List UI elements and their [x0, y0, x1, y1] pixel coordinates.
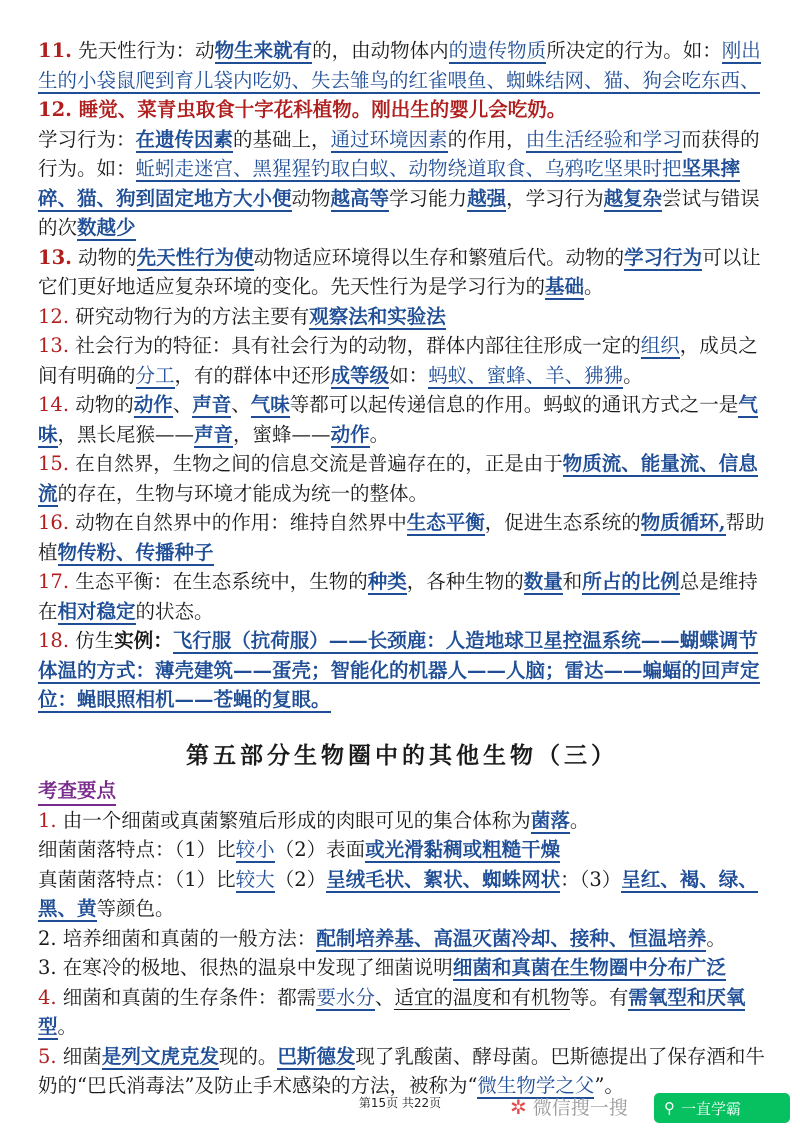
search-icon: ⚲ [664, 1099, 675, 1117]
bacteria-colony-features: 细菌菌落特点：（1）比较小（2）表面或光滑黏稠或粗糙干燥 [38, 838, 561, 861]
learning-behavior: 学习行为：在遗传因素的基础上，通过环境因素的作用，由生活经验和学习而获得的行为。如：蚯蚓走迷宫、黑猩猩钓取白蚁、动物绕道取食、乌鸦吃坚果时把坚果摔碎、猫、狗到固定地方大小便动物越高等学习能力越强，学习行为越复杂尝试与错误的次数越少 [38, 127, 760, 239]
section-12b: 12. 研究动物行为的方法主要有观察法和实验法 [38, 304, 446, 328]
section-16: 16. 动物在自然界中的作用：维持自然界中生态平衡，促进生态系统的物质循环,帮助植物传粉、传播种子 [38, 511, 765, 564]
point-5: 5. 细菌是列文虎克发现的。巴斯德发现了乳酸菌、酵母菌。巴斯德提出了保存酒和牛奶的“巴氏消毒法”及防止手术感染的方法，被称为“微生物学之父”。 [38, 1044, 765, 1097]
section-17: 17. 生态平衡：在生态系统中，生物的种类，各种生物的数量和所占的比例总是维持在相对稳定的状态。 [38, 570, 758, 623]
section-14: 14. 动物的动作、声音、气味等都可以起传递信息的作用。蚂蚁的通讯方式之一是气味，黑长尾猴——声音，蜜蜂——动作。 [38, 393, 758, 446]
page-number: 第15页 共22页 [358, 1096, 442, 1110]
account-search-button[interactable] [654, 1093, 790, 1123]
section-11: 11. 先天性行为：动物生来就有的，由动物体内的遗传物质所决定的行为。如：刚出生的小袋鼠爬到育儿袋内吃奶、失去雏鸟的红雀喂鱼、蜘蛛结网、猫、狗会吃东西、 [38, 39, 761, 92]
watermark-text: 微信搜一搜 [532, 1097, 628, 1119]
section-12-examples: 12. 睡觉、菜青虫取食十字花科植物。刚出生的婴儿会吃奶。 [38, 98, 567, 121]
wechat-search-watermark [510, 1093, 628, 1120]
point-2: 2. 培养细菌和真菌的一般方法：配制培养基、高温灭菌冷却、接种、恒温培养。 [38, 926, 726, 950]
fungi-colony-features: 真菌菌落特点：（1）比较大（2）呈绒毛状、絮状、蜘蛛网状：（3）呈红、褐、绿、黑、黄等颜色。 [38, 867, 758, 920]
account-name: 一直学霸 [681, 1099, 742, 1118]
section-13a: 13. 动物的先天性行为使动物适应环境得以生存和繁殖后代。动物的学习行为可以让它们更好地适应复杂环境的变化。先天性行为是学习行为的基础。 [38, 245, 761, 298]
document-page [38, 36, 766, 1101]
section-15: 15. 在自然界，生物之间的信息交流是普遍存在的，正是由于物质流、能量流、信息流的存在，生物与环境才能成为统一的整体。 [38, 452, 758, 505]
wechat-search-icon: ✲ [510, 1094, 527, 1119]
section-18: 18. 仿生实例：飞行服（抗荷服）——长颈鹿：人造地球卫星控温系统——蝴蝶调节体温的方式：薄壳建筑——蛋壳；智能化的机器人——人脑；雷达——蝙蝠的回声定位：蝇眼照相机——苍蝇的复眼。 [38, 629, 760, 711]
part-five-heading: 第五部分生物圈中的其他生物（三） [186, 741, 618, 769]
exam-points-subtitle: 考查要点 [38, 777, 116, 806]
section-13b: 13. 社会行为的特征：具有社会行为的动物，群体内部往往形成一定的组织，成员之间有明确的分工，有的群体中还形成等级如：蚂蚁、蜜蜂、羊、狒狒。 [38, 334, 758, 387]
point-3: 3. 在寒冷的极地、很热的温泉中发现了细菌说明细菌和真菌在生物圈中分布广泛 [38, 956, 726, 979]
point-4: 4. 细菌和真菌的生存条件：都需要水分、适宜的温度和有机物等。有需氧型和厌氧型。 [38, 985, 746, 1038]
point-1: 1. 由一个细菌或真菌繁殖后形成的肉眼可见的集合体称为菌落。 [38, 808, 590, 832]
